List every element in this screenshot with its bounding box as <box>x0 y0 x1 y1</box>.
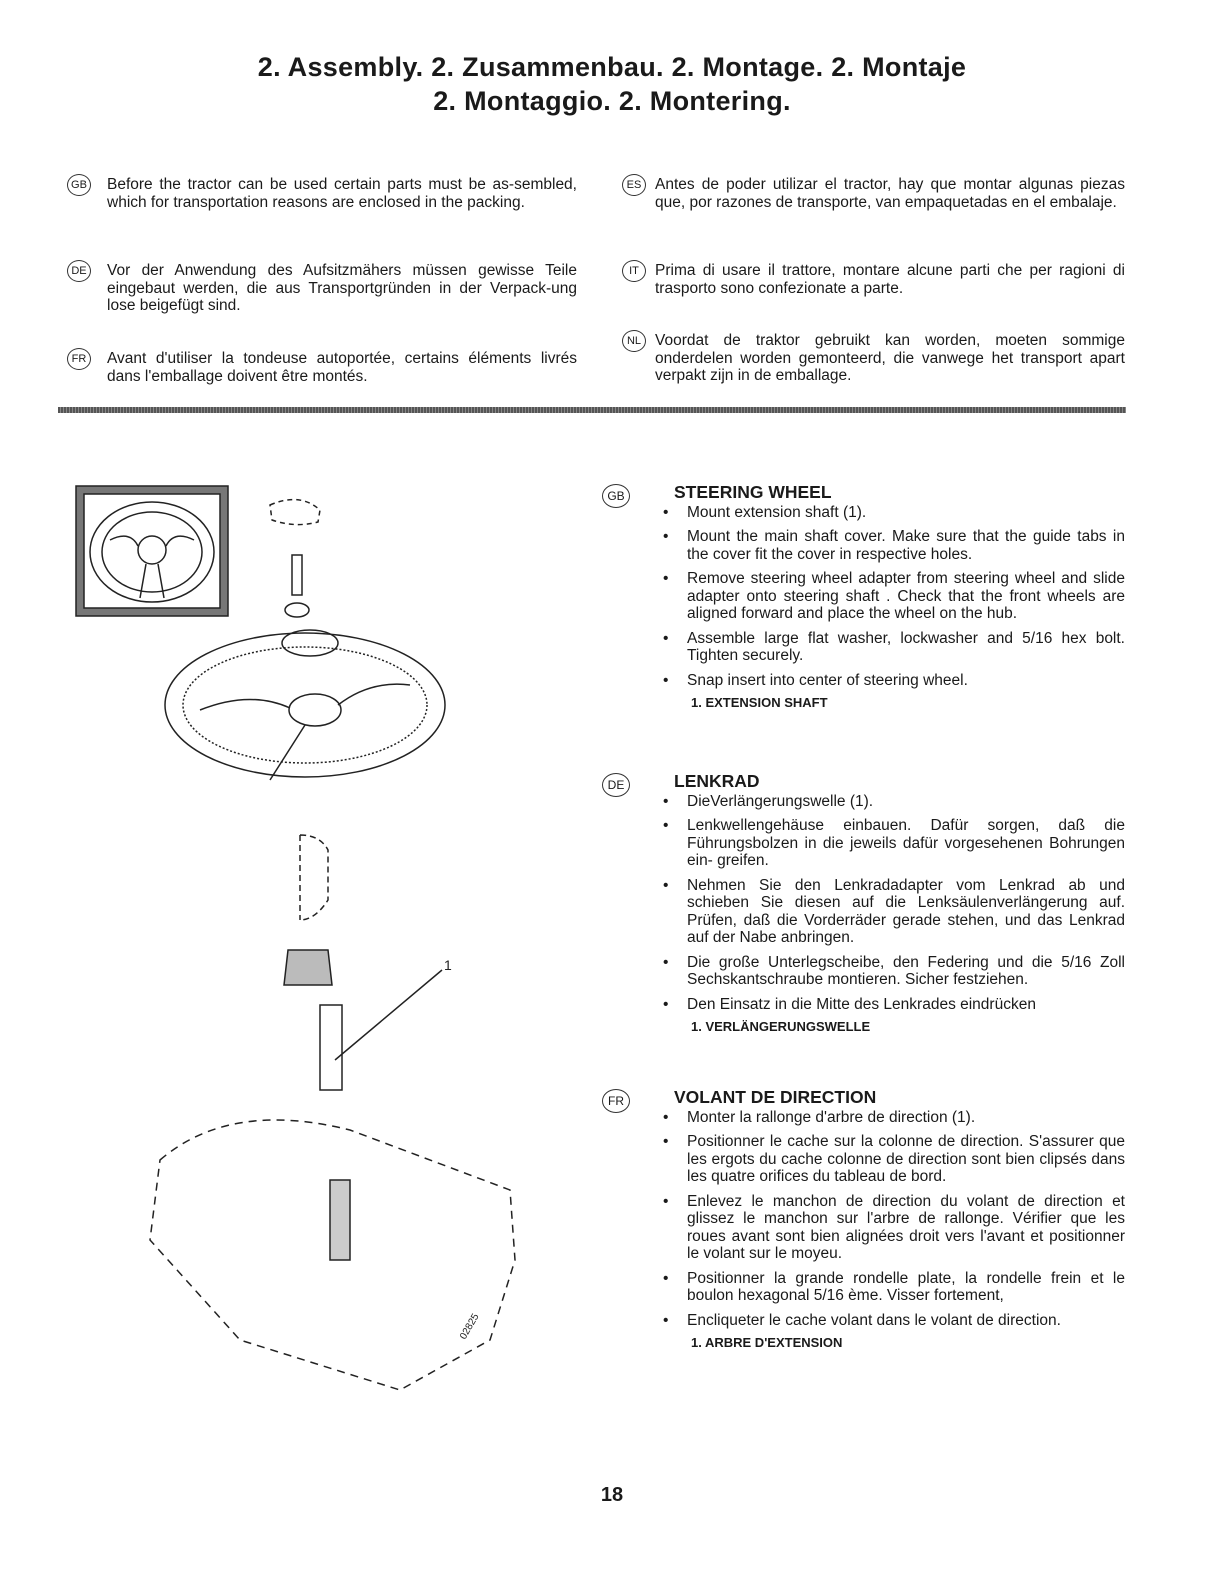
list-item: • Nehmen Sie den Lenkradadapter vom Lenkrad ab und schieben Sie diesen auf die Lenksäulenverlängerung auf. Prüfen, daß die Vorderräder gerade stehen, und das Lenkrad auf der Nabe anbringen. <box>622 877 1125 947</box>
lang-badge-de: DE <box>602 773 630 797</box>
section-divider <box>58 407 1126 413</box>
list-item: • DieVerlängerungswelle (1). <box>622 793 1125 811</box>
lang-badge-gb: GB <box>602 484 630 508</box>
lang-badge-fr: FR <box>602 1089 630 1113</box>
section-heading: VOLANT DE DIRECTION <box>674 1087 877 1107</box>
lang-badge-fr: FR <box>67 348 91 370</box>
list-item: • Enlevez le manchon de direction du volant de direction et glissez le manchon sur l'arbre de rallonge. Vérifier que les roues avant sont bien alignées droit vers l'avant et positionner le volant sur le moyeu. <box>622 1193 1125 1263</box>
figure-caption: 1. ARBRE D'EXTENSION <box>691 1335 843 1350</box>
intro-text: Vor der Anwendung des Aufsitzmähers müssen gewisse Teile eingebaut werden, die aus Transportgründen in der Verpack-ung lose beigefügt sind. <box>107 262 577 314</box>
list-item: • Die große Unterlegscheibe, den Federing und die 5/16 Zoll Sechskantschraube montieren. Sicher festziehen. <box>622 954 1125 989</box>
adapter-icon <box>284 950 332 985</box>
section-de-lenkrad <box>607 771 1125 1036</box>
list-item: • Assemble large flat washer, lockwasher and 5/16 hex bolt. Tighten securely. <box>622 630 1125 665</box>
section-gb-steering-wheel <box>607 482 1125 712</box>
list-item: • Positionner la grande rondelle plate, la rondelle frein et le boulon hexagonal 5/16 ème. Visser fortement, <box>622 1270 1125 1305</box>
page-title-line-2: 2. Montaggio. 2. Montering. <box>433 86 791 116</box>
callout-leader <box>335 970 442 1060</box>
list-item: • Monter la rallonge d'arbre de direction (1). <box>622 1109 1125 1127</box>
intro-text: Avant d'utiliser la tondeuse autoportée, certains éléments livrés dans l'emballage doivent être montés. <box>107 350 577 385</box>
intro-text: Antes de poder utilizar el tractor, hay que montar algunas piezas que, por razones de transporte, van empaquetadas en el embalaje. <box>655 176 1125 211</box>
lang-badge-es: ES <box>622 174 646 196</box>
list-item: • Positionner le cache sur la colonne de direction. S'assurer que les ergots du cache colonne de direction sont bien clipsés dans les quatre orifices du tableau de bord. <box>622 1133 1125 1186</box>
intro-gb <box>71 176 577 211</box>
steering-wheel-inset <box>76 486 228 616</box>
intro-it <box>629 262 1125 297</box>
list-item: • Encliqueter le cache volant dans le volant de direction. <box>622 1312 1125 1330</box>
section-heading: LENKRAD <box>674 771 760 791</box>
intro-text: Before the tractor can be used certain parts must be as-sembled, which for transportation reasons are enclosed in the packing. <box>107 176 577 211</box>
list-item: • Snap insert into center of steering wheel. <box>622 672 1125 690</box>
intro-text: Voordat de traktor gebruikt kan worden, moeten sommige onderdelen worden gemonteerd, die vanwege het transport apart verpakt zijn in de emballage. <box>655 332 1125 384</box>
list-item: • Mount extension shaft (1). <box>622 504 1125 522</box>
intro-de <box>71 262 577 315</box>
lang-badge-gb: GB <box>67 174 91 196</box>
shaft-cover-outline <box>300 835 328 920</box>
figure-caption: 1. VERLÄNGERUNGSWELLE <box>691 1019 871 1034</box>
section-heading: STEERING WHEEL <box>674 482 832 502</box>
intro-es <box>626 176 1125 211</box>
figure-caption: 1. EXTENSION SHAFT <box>691 695 828 710</box>
figure-code: 02825 <box>458 1311 482 1342</box>
callout-label: 1 <box>444 957 452 973</box>
lang-badge-de: DE <box>67 260 91 282</box>
steering-wheel-assembly-illustration <box>70 480 530 1410</box>
steering-shaft-icon <box>330 1180 350 1260</box>
page-title-line-1: 2. Assembly. 2. Zusammenbau. 2. Montage. 2. Montaje <box>257 52 967 82</box>
page-number: 18 <box>600 1484 624 1506</box>
intro-text: Prima di usare il trattore, montare alcune parti che per ragioni di trasporto sono confezionate a parte. <box>655 262 1125 297</box>
lockwasher-icon <box>285 603 309 617</box>
hex-bolt-icon <box>292 555 302 595</box>
list-item: • Den Einsatz in die Mitte des Lenkrades eindrücken <box>622 996 1125 1014</box>
lang-badge-nl: NL <box>622 330 646 352</box>
intro-fr <box>71 350 577 385</box>
list-item: • Mount the main shaft cover. Make sure that the guide tabs in the cover fit the cover in respective holes. <box>622 528 1125 563</box>
section-fr-volant <box>608 1087 1125 1352</box>
steering-wheel-icon <box>165 633 445 780</box>
list-item: • Lenkwellengehäuse einbauen. Dafür sorgen, daß die Führungsbolzen in die jeweils dafür vorgesehenen Bohrungen ein- greifen. <box>622 817 1125 870</box>
lang-badge-it: IT <box>622 260 646 282</box>
intro-nl <box>626 332 1125 385</box>
extension-shaft-icon <box>320 1005 342 1090</box>
list-item: • Remove steering wheel adapter from steering wheel and slide adapter onto steering shaft . Check that the front wheels are aligned forward and place the wheel on the hub. <box>622 570 1125 623</box>
insert-cap <box>270 500 320 525</box>
